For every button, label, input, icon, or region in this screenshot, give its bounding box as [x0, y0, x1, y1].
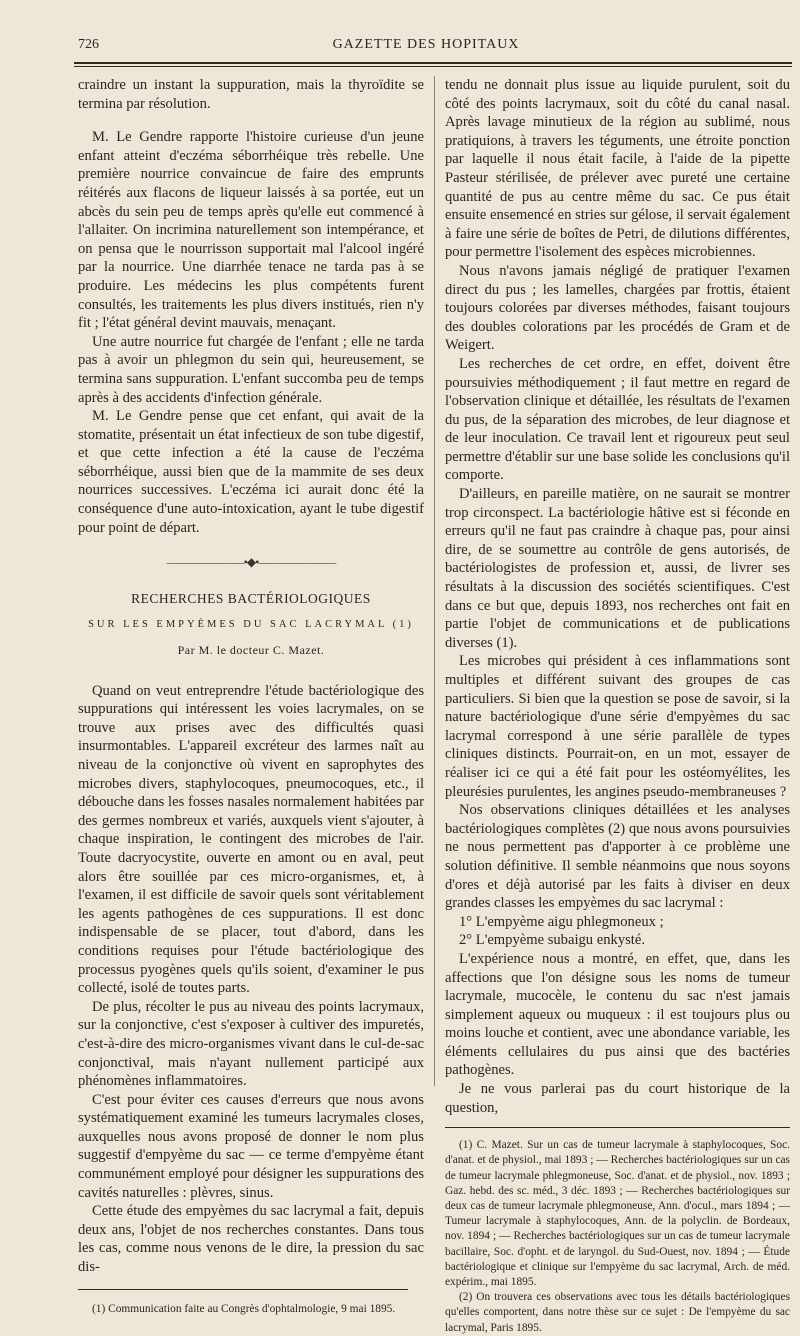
page-header — [66, 37, 786, 57]
header-rule-thin — [74, 66, 792, 67]
paragraph: tendu ne donnait plus issue au liquide purulent, soit du côté des points lacrymaux, soit du côté du canal nasal. Après lavage minutieux de la région au sublimé, nous pratiquions, à travers les téguments, une étroite ponction par laquelle il nous était facile, à l'aide de la pipette Pasteur stérilisée, de prélever avec pureté une certaine quantité de pus au centre même du sac. Ce pus était ensuite ensemencé en stries sur gélose, il servait également à faire une série de boîtes de Petri, de dilutions différentes, pour permettre l'isolement des espèces microbiennes. — [445, 77, 790, 261]
paragraph: craindre un instant la suppuration, mais la thyroïdite se termina par résolution. — [78, 77, 424, 112]
list-item: 1° L'empyème aigu phlegmoneux ; — [459, 913, 664, 930]
left-column — [78, 76, 424, 1317]
paragraph: Je ne vous parlerai pas du court historique de la question, — [445, 1081, 790, 1116]
footnote-rule — [78, 1289, 408, 1290]
list-item: 2° L'empyème subaigu enkysté. — [459, 932, 645, 949]
footnote: (1) Communication faite au Congrès d'ophtalmologie, 9 mai 1895. — [92, 1302, 396, 1315]
footnote-rule — [445, 1127, 790, 1128]
paragraph: Cette étude des empyèmes du sac lacrymal a fait, depuis deux ans, l'objet de nos recherches constantes. Dans tous les cas, comme nous venons de le dire, la pression du sac dis- — [78, 1203, 424, 1276]
paragraph: Les recherches de cet ordre, en effet, doivent être poursuivies méthodiquement ; il faut mettre en regard de l'observation clinique et détaillée, les résultats de l'examen du pus, de la séparation des microbes, de leur diagnose et de leur inoculation. Ce travail lent et rigoureux peut seul permettre d'établir sur une base solide les conclusions qu'il comporte. — [445, 355, 790, 484]
paragraph: C'est pour éviter ces causes d'erreurs que nous avons systématiquement examiné les tumeurs lacrymales closes, auxquelles nous avons proposé de donner le nom plus suggestif d'empyème du sac — ce terme d'empyème étant communément employé pour désigner les suppurations des cavités naturelles : plèvres, sinus. — [78, 1091, 424, 1201]
paragraph: Nous n'avons jamais négligé de pratiquer l'examen direct du pus ; les lamelles, chargées par frottis, étaient toujours colorées par diverses méthodes, faisant toujours des doubles colorations par les procédés de Gram et de Weigert. — [445, 262, 790, 354]
paragraph: Quand on veut entreprendre l'étude bactériologique des suppurations qui intéressent les voies lacrymales, on se trouve aux prises avec des difficultés quasi insurmontables. L'appareil excréteur des larmes naît au niveau de la conjonctive où vivent en saprophytes des microbes divers, staphylocoques, pneumocoques, etc., il débouche dans les fosses nasales normalement habitées par des germes nombreux et variés, auxquels vient s'ajouter, à chaque inspiration, le contingent des microbes de l'air. Toute dacryocystite, ouverte en amont ou en aval, peut alors être souillée par ces micro-organismes, et, à l'examen, il est difficile de savoir quels sont véritablement les agents pathogènes de ces suppurations. Il est donc indispensable de se placer, tout d'abord, dans les conditions requises pour l'étude bactériologique des processus pyogènes quels qu'ils soient, d'examiner le pus collecté, isolé de toutes parts. — [78, 682, 424, 997]
paragraph: L'expérience nous a montré, en effet, que, dans les affections que l'on désigne sous les noms de tumeur lacrymale, mucocèle, le contenu du sac n'est jamais simplement aqueux ou muqueux : il est toujours plus ou moins louche et contient, avec une abondance variable, les éléments cellulaires du pus ainsi que des bactéries pathogènes. — [445, 950, 790, 1079]
paragraph: Nos observations cliniques détaillées et les analyses bactériologiques complètes (2) que nous avons poursuivies ne nous permettent pas d'apporter à ce problème une solution définitive. Il semble néanmoins que nous soyons d'ores et déjà autorisé par les faits à diviser en deux grandes classes les empyèmes du sac lacrymal : — [445, 802, 790, 912]
paragraph: Les microbes qui président à ces inflammations sont multiples et différent suivant des groupes de cas particuliers. Si bien que la question se pose de savoir, si la nature bactériologique d'une série d'empyèmes du sac lacrymal correspond à une série parallèle de types cliniques distincts. Pourrait-on, en un mot, essayer de réaliser ici ce qui a été fait pour les ostéomyélites, les pleurésies purulentes, les angines pseudo-membraneuses ? — [445, 653, 790, 800]
footnote: (1) C. Mazet. Sur un cas de tumeur lacrymale à staphylocoques, Soc. d'anat. et de physiol., mai 1893 ; — Recherches bactériologiques sur un cas de tumeur lacrymale phlegmoneuse, Soc. d'anat. et de physiol., nov. 1893 ; Gaz. hebd. des sc. méd., 3 déc. 1893 ; — Recherches bactériologiques sur deux cas de tumeur lacrymale phlegmoneuse, Ann. d'ocul., mars 1894 ; — Tumeur lacrymale à staphylocoques, Ann. de la polyclin. de Bordeaux, nov. 1894 ; — Recherches bactériologiques sur un cas de tumeur lacrymale bacillaire, Soc. d'opht. et de laryngol. du Sud-Ouest, nov. 1894 ; — Étude bactériologique et clinique sur l'empyème du sac lacrymal, Arch. de méd. expérim., mai 1895. — [445, 1139, 790, 1289]
section-ornament: ———————•◆•——————— — [166, 555, 336, 570]
right-column — [445, 76, 790, 1336]
journal-title: GAZETTE DES HOPITAUX — [332, 37, 520, 52]
paragraph: M. Le Gendre pense que cet enfant, qui avait de la stomatite, présentait un état infectieux de son tube digestif, et que cette infection a été la cause de l'eczéma séborrhéique, aussi bien que de la mammite de ses deux nourrices successives. L'eczéma ici aurait donc été la conséquence d'une auto-intoxication, ayant le tube digestif pour point de départ. — [78, 408, 424, 536]
paragraph: De plus, récolter le pus au niveau des points lacrymaux, sur la conjonctive, c'est s'exposer à cultiver des impuretés, c'est-à-dire des micro-organismes vivant dans le cul-de-sac conjonctival, mais n'ayant nullement participé aux phénomènes inflammatoires. — [78, 998, 424, 1090]
page-number: 726 — [78, 37, 99, 52]
paragraph: Une autre nourrice fut chargée de l'enfant ; elle ne tarda pas à avoir un phlegmon du sein qui, heureusement, se termina sans suppuration. L'enfant succomba peu de temps après à des accidents d'infection générale. — [78, 333, 424, 406]
article-author: Par M. le docteur C. Mazet. — [177, 643, 325, 658]
column-divider — [434, 76, 435, 1086]
article-subtitle: SUR LES EMPYÈMES DU SAC LACRYMAL (1) — [88, 619, 414, 631]
article-title: RECHERCHES BACTÉRIOLOGIQUES — [131, 590, 371, 606]
footnote: (2) On trouvera ces observations avec tous les détails bactériologiques qu'elles comportent, dans notre thèse sur ce sujet : De l'empyème du sac lacrymal, Paris 1895. — [445, 1291, 790, 1334]
paragraph: M. Le Gendre rapporte l'histoire curieuse d'un jeune enfant atteint d'eczéma séborrhéique très rebelle. Une première nourrice convaincue de faire des emprunts réitérés aux flacons de liqueur laissés à sa portée, eut un abcès du sein peu de temps après qu'elle eut commencé à l'allaiter. On incrimina naturellement son intempérance, et on pensa que le nourrisson supportait mal l'alcool ingéré par la nourrice. Une diarrhée tenace ne tarda pas à se produire. Les médecins les plus compétents furent consultés, les traitements les plus divers institués, rien n'y fit ; l'état général devint mauvais, menaçant. — [78, 129, 424, 332]
header-rule-thick — [74, 62, 792, 64]
paragraph: D'ailleurs, en pareille matière, on ne saurait se montrer trop circonspect. La bactériologie hâtive est si féconde en erreurs qu'il ne faut pas craindre à chaque pas, pour ainsi dire, de se soumettre au contrôle de gens autorisés, de bactériologistes de profession et, aussi, de livrer ses résultats à la discussion des sociétés scientifiques. C'est dans ce but que, depuis 1893, nos recherches ont fait en partie l'objet de communications et de publications diverses (1). — [445, 486, 790, 651]
